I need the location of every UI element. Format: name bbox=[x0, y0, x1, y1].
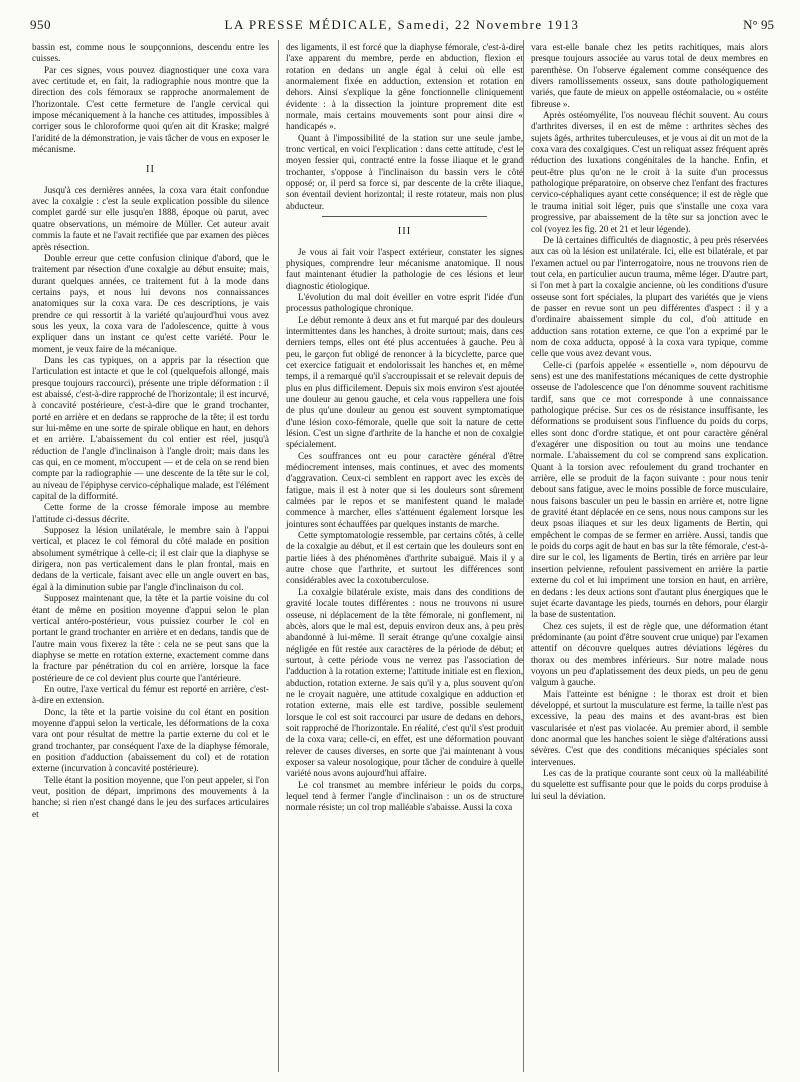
section-rule bbox=[322, 216, 487, 217]
paragraph: Double erreur que cette confusion clinique d'abord, que le traitement par résection d'une coxalgie au début ensuite; mais, durant quelques années, ce traitement fut à la mode dans certains pays, et nous lui devons nos connaissances anatomiques sur la coxa vara. De ces descriptions, je vais prendre ce qui ressortit à la variété qu'aujourd'hui vous avez sous les yeux, la coxa vara de l'adolescence, quitte à vous expliquer dans un instant ce qu'est cette variété. Pour le moment, je veux faire de la mécanique. bbox=[32, 252, 269, 354]
column-divider bbox=[278, 40, 279, 1072]
section-heading: III bbox=[397, 226, 412, 238]
paragraph: Jusqu'à ces dernières années, la coxa vara était confondue avec la coxalgie : c'est la seule explication possible du silence complet gardé sur elle jusqu'en 1888, époque où parut, avec quatre observations, un mémoire de Müller. Cet auteur avait commis la faute et ne l'avait rectifiée que par examen des pièces après résection. bbox=[32, 184, 269, 252]
paragraph: Supposez maintenant que, la tête et la partie voisine du col étant de même en position moyenne d'appui selon le plan vertical antéro-postérieur, vous puissiez courber le col en portant le grand trochanter en arrière et en dedans, tandis que de l'autre main vous fixerez la tête : cela ne se peut sans que la diaphyse se mette en rotation externe, exactement comme dans la fracture par pénétration du col en arrière, lorsque la face postérieure de ce col devient plus courte que l'antérieure. bbox=[32, 593, 269, 683]
running-title: LA PRESSE MÉDICALE, Samedi, 22 Novembre 1913 bbox=[224, 17, 580, 32]
paragraph: En outre, l'axe vertical du fémur est reporté en arrière, c'est-à-dire en extension. bbox=[32, 683, 269, 706]
paragraph: Cette forme de la crosse fémorale impose au membre l'attitude ci-dessus décrite. bbox=[32, 502, 269, 524]
paragraph: Cette symptomatologie ressemble, par certains côtés, à celle de la coxalgie au début, et il est certain que les douleurs sont en partie liées à des phénomènes d'arthrite subaiguë. Mais il y a autre chose que l'arthrite, et surtout les différences sont considérables avec la coxotuberculose. bbox=[286, 530, 523, 586]
paragraph: Après ostéomyélite, l'os nouveau fléchit souvent. Au cours d'arthrites diverses, il en est de même : arthrites sèches des sujets âgés, arthrites tuberculeuses, et je vous ai dit un mot de la coxa vara des coxalgiques. C'est un reliquat assez fréquent après réduction des luxations congénitales de la hanche. Enfin, et peut-être plus qu'on ne le croit à la suite d'un processus pathologique préparatoire, on observe chez l'enfant des fractures cervico-céphaliques ayant cette conséquence; il est de règle que le trauma initial soit léger, puis que s'installe une coxa vara progressive, par abaissement de la tête sur sa jonction avec le col (voyez les fig. 20 et 21 et leur légende). bbox=[531, 110, 768, 234]
text-column-2 bbox=[286, 42, 523, 814]
paragraph: Les cas de la pratique courante sont ceux où la malléabilité du squelette est suffisante pour que le poids du corps produise à lui seul la déviation. bbox=[531, 768, 768, 801]
text-column-1 bbox=[32, 42, 269, 820]
paragraph: Chez ces sujets, il est de règle que, une déformation étant prédominante (au point d'être souvent crue unique) par l'examen attentif on découvre quelques autres déviations légères du thorax ou des membres inférieurs. Sur notre malade nous voyons un peu d'aplatissement des deux pieds, un peu de genu valgum à gauche. bbox=[531, 620, 768, 688]
paragraph: bassin est, comme nous le soupçonnions, descendu entre les cuisses. bbox=[32, 42, 269, 64]
paragraph: Par ces signes, vous pouvez diagnostiquer une coxa vara avec certitude et, en fait, la radiographie nous montre que la direction des cols fémoraux se rapproche anormalement de l'horizontale. C'est cette fermeture de l'angle cervical qui impose mécaniquement à la hanche ces attitudes, impossibles à corriger sous le chloroforme quoi qu'en ait dit Kraske; malgré l'aridité de la démonstration, je vais tâcher de vous en exposer le mécanisme. bbox=[32, 64, 269, 155]
paragraph: Mais l'atteinte est bénigne : le thorax est droit et bien développé, et surtout la musculature est ferme, la taille n'est pas excessive, la peau des mains et des avant-bras est bien vascularisée et n'est pas violacée. Au premier abord, il semble donc anormal que les hanches soient le siège d'altérations aussi sévères. C'est que des conditions mécaniques spéciales sont intervenues. bbox=[531, 688, 768, 767]
section-heading: II bbox=[146, 164, 155, 176]
paragraph: Ces souffrances ont eu pour caractère général d'être médiocrement intenses, mais continues, et avec des moments d'aggravation. Ceux-ci semblent en rapport avec les excès de fatigue, mais il est à noter que si les douleurs sont sûrement calmées par le repos et se manifestent quand le malade commence à marcher, elles s'atténuent également lorsque les jointures sont échauffées par quelques instants de marche. bbox=[286, 450, 523, 529]
paragraph: De là certaines difficultés de diagnostic, à peu près réservées aux cas où la lésion est unilatérale. Ici, elle est bilatérale, et par l'examen actuel ou par l'interrogatoire, nous ne trouvons rien de tout cela, en particulier aucun trauma, même léger. D'autre part, si l'on met à part la coxalgie ancienne, où les conditions d'usure osseuse sont fort spéciales, la plupart des variétés que je viens de passer en revue sont un peu différentes d'aspect : il y a d'ordinaire abaissement simple du col, d'où attitude en adduction sans rotation externe, ce que l'on a exprimé par le nom de coxa adducta, opposé à la coxa vara typique, comme celle que vous avez devant vous. bbox=[531, 234, 768, 359]
paragraph: Celle-ci (parfois appelée « essentielle », nom dépourvu de sens) est une des manifestations mécaniques de cette dystrophie osseuse de l'adolescence que l'on dénomme souvent rachitisme tardif, sans que ce mot corresponde à une connaissance pathologique précise. Sur ces os de résistance insuffisante, les déformations se produisent sous l'influence du poids du corps, elles sont donc d'ordre statique, et ont pour caractère général d'exagérer une disposition ou tout au moins une tendance normale. L'abaissement du col se comprend sans explication. Quant à la torsion avec refoulement du grand trochanter en arrière, elle se produit de la façon suivante : pour nous tenir debout sans fatigue, avec le moins possible de force musculaire, nous faisons basculer un peu le bassin en arrière et, notre ligne de gravité étant déplacée en ce sens, nous nous campons sur les deux psoas iliaques et sur les deux ligaments de Bertin, qui empêchent le compas de se fermer en arrière. Aussi, tandis que le poids du corps agit de haut en bas sur la tête fémorale, c'est-à-dire sur le col, les ligaments de Bertin, tirés en arrière par leur insertion pelvienne, refoulent passivement en arrière la partie externe du col et lui impriment une torsion en haut, en arrière, en dedans : les deux actions sont d'autant plus énergiques que le sujet écarte davantage les pieds, tournés en dehors, pour élargir la base de sustentation. bbox=[531, 359, 768, 620]
paragraph: Quant à l'impossibilité de la station sur une seule jambe, tronc vertical, en voici l'explication : dans cette attitude, c'est le moyen fessier qui, contracté entre la fosse iliaque et le grand trochanter, s'oppose à l'inclinaison du bassin vers le côté opposé; or, il perd sa force si, par descente de la crête iliaque, son éventail devient horizontal; il reste rotateur, mais non plus abducteur. bbox=[286, 132, 523, 211]
page-number: 950 bbox=[30, 17, 51, 32]
paragraph: des ligaments, il est forcé que la diaphyse fémorale, c'est-à-dire l'axe apparent du membre, perde en abduction, flexion et rotation en dedans un angle égal à celui où elle est anormalement fixée en adduction, extension et rotation en dehors. Ainsi s'explique la gêne fonctionnelle cliniquement évidente : à la dissection la jointure proprement dite est normale, mais certains mouvements sont pour ainsi dire « handicapés ». bbox=[286, 42, 523, 132]
column-divider bbox=[523, 40, 524, 1072]
page-header bbox=[30, 17, 774, 37]
paragraph: Supposez la lésion unilatérale, le membre sain à l'appui vertical, et placez le col fémoral du côté malade en position absolument symétrique à celle-ci; il est clair que la diaphyse se dirigera, non pas verticalement dans le plan frontal, mais en dedans de la verticale, faisant avec elle un angle ouvert en bas, égal à la diminution subie par l'angle d'inclinaison du col. bbox=[32, 525, 269, 592]
paragraph: Donc, la tête et la partie voisine du col étant en position moyenne d'appui selon la verticale, les déformations de la coxa vara ont pour résultat de mettre la partie externe du col et le grand trochanter, par conséquent l'axe de la diaphyse fémorale, en position d'adduction (abaissement du col) et de rotation externe (incurvation à concavité postérieure). bbox=[32, 706, 269, 774]
paragraph: vara est-elle banale chez les petits rachitiques, mais alors presque toujours associée au varus total de deux membres en parenthèse. On l'observe également comme conséquence des divers ramollissements osseux, sans doute pathologiquement variés, que faute de mieux on appelle ostéomalacie, ou « ostéite fibreuse ». bbox=[531, 42, 768, 109]
issue-number: N° 95 bbox=[743, 17, 774, 32]
paragraph: Le début remonte à deux ans et fut marqué par des douleurs intermittentes dans les hanches, à droite surtout; mais, dans ces derniers temps, elles ont été plus accentuées à gauche. Peu à peu, le garçon fut obligé de renoncer à la bicyclette, parce que cet exercice fatiguait et endolorissait les hanches et, en même temps, il a remarqué qu'il s'accroupissait et se relevait depuis de plus en plus difficilement. Depuis six mois environ s'est ajoutée une douleur au genou gauche, et cela vous rappellera une fois de plus qu'une douleur au genou est souvent symptomatique d'une lésion coxo-fémorale, quelle que soit la nature de cette lésion. C'est un signe d'arthrite de la hanche et non de coxalgie spécialement. bbox=[286, 314, 523, 450]
paragraph: Le col transmet au membre inférieur le poids du corps, lequel tend à fermer l'angle d'inclinaison : un os de structure normale résiste; un col trop malléable s'abaisse. Aussi la coxa bbox=[286, 779, 523, 813]
paragraph: La coxalgie bilatérale existe, mais dans des conditions de gravité locale toutes différentes : nous ne trouvons ni usure osseuse, ni déplacement de la tête fémorale, ni gonflement, ni abcès, alors que le mal est, depuis environ deux ans, à peu près abandonné à lui-même. Il serait étrange qu'une coxalgie ainsi négligée en fût restée aux caractères de la période de début; et surtout, à cette période vous ne verrez pas l'association de l'adduction à la rotation externe; l'attitude initiale est en flexion, abduction, rotation externe. Je sais qu'il y a, plus souvent qu'on ne le croyait naguère, une attitude coxalgique en adduction et rotation externe, mais elle est tardive, possible seulement lorsque le col est soit raccourci par usure de dedans en dehors, soit rapproché de l'horizontale. En réalité, c'est qu'il s'est produit de la coxa vara; celle-ci, en effet, est une déformation pouvant relever de causes diverses, en sorte que j'ai maintenant à vous exposer sa valeur nosologique, pour tâcher de conduire à quelle variété nous avons aujourd'hui affaire. bbox=[286, 586, 523, 779]
text-column-3 bbox=[531, 42, 768, 802]
paragraph: Telle étant la position moyenne, que l'on peut appeler, si l'on veut, position de départ, imprimons des mouvements à la hanche; si rien n'est changé dans le jeu des surfaces articulaires et bbox=[32, 774, 269, 819]
paragraph: Je vous ai fait voir l'aspect extérieur, constater les signes physiques, comprendre leur mécanisme anatomique. Il nous faut maintenant étudier la pathologie de ces lésions et leur diagnostic étiologique. bbox=[286, 246, 523, 291]
paragraph: L'évolution du mal doit éveiller en votre esprit l'idée d'un processus pathologique chronique. bbox=[286, 291, 523, 314]
paragraph: Dans les cas typiques, on a appris par la résection que l'articulation est intacte et que le col (quelquefois allongé, mais presque toujours raccourci), présente une triple déformation : il est abaissé, c'est-à-dire rapproché de l'horizontale; il est incurvé, à concavité postérieure, c'est-à-dire que le grand trochanter, porté en arrière et en dedans se rapproche de la tête; il est tordu sur lui-même en une sorte de spirale oblique en haut, en dehors et en arrière. L'abaissement du col entier est réel, jusqu'à réduction de l'angle d'inclinaison à l'angle droit; mais dans les cas qui, en ce moment, m'occupent — et de cela on se rend bien compte par la radiographie — une descente de la tête sur le col, au niveau de l'épiphyse cervico-céphalique malade, est l'élément capital de la difformité. bbox=[32, 354, 269, 502]
